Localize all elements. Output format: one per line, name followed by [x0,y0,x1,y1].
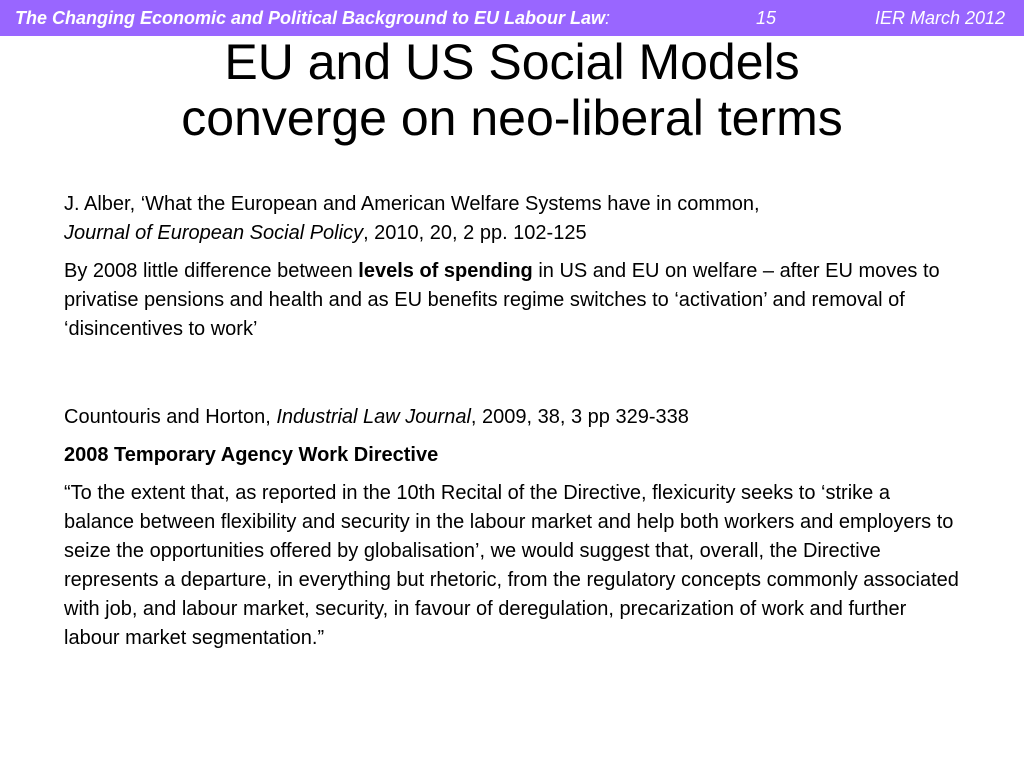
spending-text-a: By 2008 little difference between [64,260,359,282]
slide-title-line2: converge on neo-liberal terms [181,90,843,146]
header-title-suffix: : [605,8,611,28]
spending-text-b: in US and EU on welfare – after EU moves to privatise pensions and health and as EU benefits regime switches to ‘activation’ and removal of ‘disincentives to work’ [64,260,940,340]
header-title [15,0,610,36]
header-bar [0,0,1024,36]
directive-quote: “To the extent that, as reported in the 10th Recital of the Directive, flexicurity seeks to ‘strike a balance between flexibility and security in the labour market and help both workers and employers to seize the opportunities offered by globalisation’, we would suggest that, overall, the Directive represents a departure, in everything but rhetoric, from the regulatory concepts commonly associated with job, and labour market, security, in favour of deregulation, precarization of work and further labour market segmentation.” [64,482,959,649]
directive-heading [64,441,964,470]
reference-countouris-journal: Industrial Law Journal [276,406,471,428]
reference-countouris-text-a: Countouris and Horton, [64,406,277,428]
reference-countouris [64,403,964,432]
slide-title [0,34,1024,146]
reference-alber-journal: Journal of European Social Policy [64,222,364,244]
header-date: IER March 2012 [874,8,1005,28]
slide-body [64,190,964,653]
spending-paragraph [64,257,964,344]
slide-title-line1: EU and US Social Models [224,34,800,90]
reference-alber-text-a: J. Alber, ‘What the European and American Welfare Systems have in common, [64,193,760,215]
reference-countouris-text-b: , 2009, 38, 3 pp 329-338 [470,406,689,428]
reference-alber-text-b: , 2010, 20, 2 pp. 102-125 [363,222,587,244]
spending-bold: levels of spending [358,260,533,282]
reference-alber [64,190,964,248]
directive-heading-text: 2008 Temporary Agency Work Directive [64,444,439,466]
header-title-text: The Changing Economic and Political Background to EU Labour Law [15,8,606,28]
page-number: 15 [756,8,777,28]
